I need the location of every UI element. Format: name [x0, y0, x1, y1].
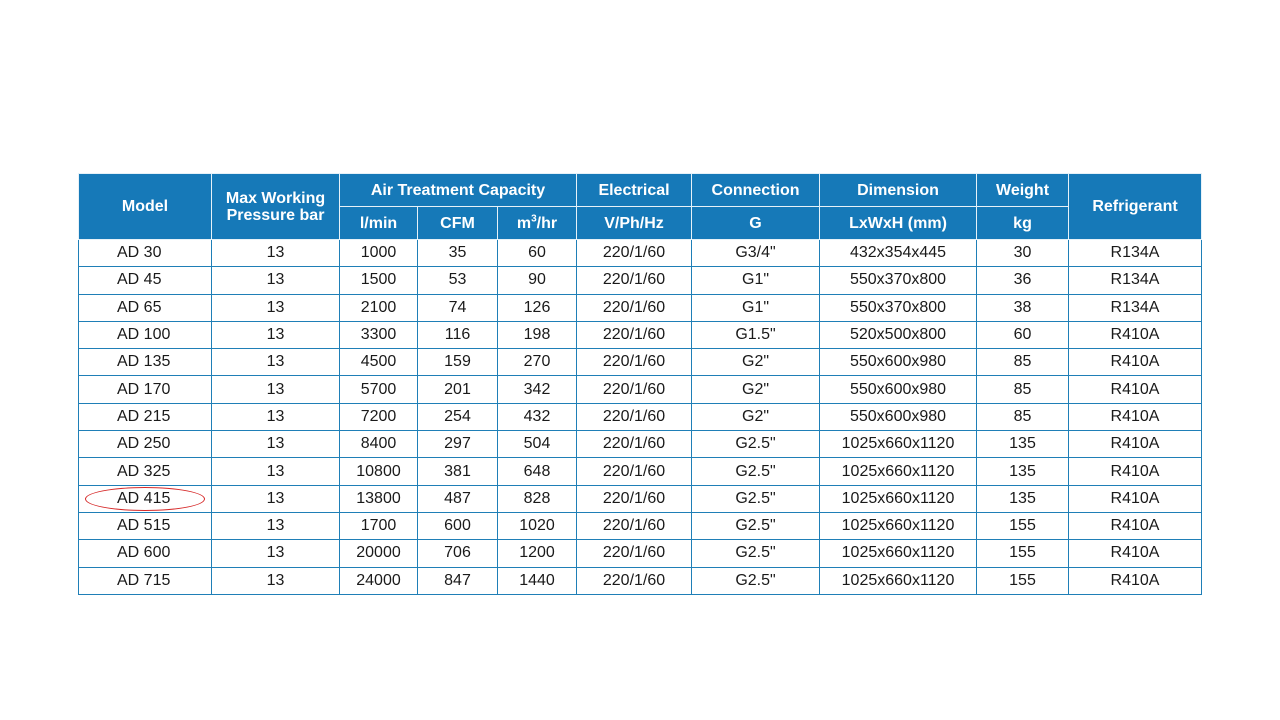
cell-cfm: 254 [418, 403, 498, 430]
cell-m3hr: 1200 [498, 540, 577, 567]
header-connection: Connection [692, 174, 820, 207]
cell-dimension: 550x600x980 [820, 349, 977, 376]
cell-refrigerant: R134A [1069, 240, 1202, 267]
header-m3hr [498, 207, 577, 240]
cell-pressure: 13 [212, 431, 340, 458]
cell-dimension: 432x354x445 [820, 240, 977, 267]
cell-lmin: 10800 [340, 458, 418, 485]
spec-table [78, 173, 1202, 595]
cell-lmin: 24000 [340, 567, 418, 594]
cell-refrigerant: R134A [1069, 267, 1202, 294]
cell-pressure: 13 [212, 267, 340, 294]
cell-pressure: 13 [212, 376, 340, 403]
cell-weight: 85 [977, 403, 1069, 430]
cell-cfm: 600 [418, 512, 498, 539]
cell-weight: 135 [977, 485, 1069, 512]
cell-electrical: 220/1/60 [577, 267, 692, 294]
cell-cfm: 487 [418, 485, 498, 512]
header-refrigerant: Refrigerant [1069, 174, 1202, 240]
table-row [79, 294, 1202, 321]
cell-m3hr: 270 [498, 349, 577, 376]
cell-electrical: 220/1/60 [577, 294, 692, 321]
cell-cfm: 381 [418, 458, 498, 485]
header-model: Model [79, 174, 212, 240]
cell-pressure: 13 [212, 567, 340, 594]
table-row [79, 512, 1202, 539]
cell-connection: G2" [692, 376, 820, 403]
cell-cfm: 74 [418, 294, 498, 321]
cell-lmin: 5700 [340, 376, 418, 403]
cell-connection: G2.5" [692, 458, 820, 485]
table-row [79, 540, 1202, 567]
cell-weight: 85 [977, 376, 1069, 403]
cell-lmin: 3300 [340, 321, 418, 348]
cell-lmin: 4500 [340, 349, 418, 376]
cell-refrigerant: R410A [1069, 458, 1202, 485]
cell-refrigerant: R410A [1069, 321, 1202, 348]
cell-model: AD 170 [79, 376, 212, 403]
cell-dimension: 520x500x800 [820, 321, 977, 348]
cell-connection: G2" [692, 349, 820, 376]
cell-cfm: 706 [418, 540, 498, 567]
table-row [79, 267, 1202, 294]
cell-m3hr: 1020 [498, 512, 577, 539]
cell-dimension: 550x600x980 [820, 376, 977, 403]
cell-pressure: 13 [212, 485, 340, 512]
cell-pressure: 13 [212, 349, 340, 376]
header-weight: Weight [977, 174, 1069, 207]
cell-electrical: 220/1/60 [577, 349, 692, 376]
cell-connection: G1" [692, 294, 820, 321]
header-cfm: CFM [418, 207, 498, 240]
cell-m3hr: 828 [498, 485, 577, 512]
cell-dimension: 1025x660x1120 [820, 485, 977, 512]
cell-connection: G1" [692, 267, 820, 294]
cell-model: AD 715 [79, 567, 212, 594]
cell-cfm: 847 [418, 567, 498, 594]
cell-weight: 135 [977, 458, 1069, 485]
cell-model: AD 600 [79, 540, 212, 567]
cell-m3hr: 342 [498, 376, 577, 403]
header-m3hr-tail: /hr [536, 214, 558, 232]
cell-connection: G2.5" [692, 431, 820, 458]
cell-electrical: 220/1/60 [577, 321, 692, 348]
table-row [79, 567, 1202, 594]
cell-electrical: 220/1/60 [577, 403, 692, 430]
cell-cfm: 53 [418, 267, 498, 294]
cell-cfm: 159 [418, 349, 498, 376]
table-body [79, 240, 1202, 595]
cell-refrigerant: R410A [1069, 567, 1202, 594]
cell-lmin: 7200 [340, 403, 418, 430]
cell-dimension: 1025x660x1120 [820, 567, 977, 594]
cell-refrigerant: R410A [1069, 512, 1202, 539]
cell-lmin: 20000 [340, 540, 418, 567]
cell-model: AD 135 [79, 349, 212, 376]
cell-connection: G2.5" [692, 540, 820, 567]
cell-m3hr: 198 [498, 321, 577, 348]
cell-pressure: 13 [212, 321, 340, 348]
cell-model: AD 100 [79, 321, 212, 348]
header-pressure: Max Working Pressure bar [212, 174, 340, 240]
cell-pressure: 13 [212, 540, 340, 567]
header-electrical: Electrical [577, 174, 692, 207]
cell-lmin: 1500 [340, 267, 418, 294]
cell-lmin: 13800 [340, 485, 418, 512]
table-row [79, 485, 1202, 512]
cell-refrigerant: R134A [1069, 294, 1202, 321]
cell-weight: 85 [977, 349, 1069, 376]
cell-m3hr: 648 [498, 458, 577, 485]
cell-weight: 38 [977, 294, 1069, 321]
cell-m3hr: 90 [498, 267, 577, 294]
cell-refrigerant: R410A [1069, 403, 1202, 430]
table-row [79, 349, 1202, 376]
cell-m3hr: 126 [498, 294, 577, 321]
header-m3hr-base: m [516, 214, 532, 232]
header-dimension: Dimension [820, 174, 977, 207]
cell-model: AD 415 [79, 485, 212, 512]
cell-connection: G2" [692, 403, 820, 430]
cell-lmin: 2100 [340, 294, 418, 321]
cell-model: AD 215 [79, 403, 212, 430]
cell-electrical: 220/1/60 [577, 376, 692, 403]
cell-connection: G2.5" [692, 485, 820, 512]
cell-m3hr: 432 [498, 403, 577, 430]
cell-refrigerant: R410A [1069, 485, 1202, 512]
header-vphhz: V/Ph/Hz [577, 207, 692, 240]
cell-refrigerant: R410A [1069, 540, 1202, 567]
cell-refrigerant: R410A [1069, 431, 1202, 458]
cell-connection: G2.5" [692, 512, 820, 539]
cell-pressure: 13 [212, 458, 340, 485]
cell-weight: 135 [977, 431, 1069, 458]
cell-model: AD 515 [79, 512, 212, 539]
cell-m3hr: 60 [498, 240, 577, 267]
cell-dimension: 1025x660x1120 [820, 512, 977, 539]
cell-lmin: 8400 [340, 431, 418, 458]
cell-weight: 36 [977, 267, 1069, 294]
table-row [79, 321, 1202, 348]
cell-refrigerant: R410A [1069, 376, 1202, 403]
table-row [79, 403, 1202, 430]
cell-cfm: 297 [418, 431, 498, 458]
cell-pressure: 13 [212, 294, 340, 321]
cell-model: AD 65 [79, 294, 212, 321]
header-dimension-unit: LxWxH (mm) [820, 207, 977, 240]
cell-electrical: 220/1/60 [577, 458, 692, 485]
cell-electrical: 220/1/60 [577, 540, 692, 567]
header-weight-unit: kg [977, 207, 1069, 240]
cell-model: AD 45 [79, 267, 212, 294]
cell-model: AD 250 [79, 431, 212, 458]
table-row [79, 431, 1202, 458]
cell-cfm: 201 [418, 376, 498, 403]
cell-lmin: 1000 [340, 240, 418, 267]
cell-dimension: 1025x660x1120 [820, 540, 977, 567]
table-row [79, 376, 1202, 403]
cell-weight: 155 [977, 512, 1069, 539]
cell-refrigerant: R410A [1069, 349, 1202, 376]
cell-connection: G1.5" [692, 321, 820, 348]
cell-cfm: 35 [418, 240, 498, 267]
cell-lmin: 1700 [340, 512, 418, 539]
cell-dimension: 1025x660x1120 [820, 431, 977, 458]
header-m3hr-sup: 3 [531, 213, 537, 225]
cell-electrical: 220/1/60 [577, 567, 692, 594]
header-capacity: Air Treatment Capacity [340, 174, 577, 207]
cell-dimension: 550x370x800 [820, 294, 977, 321]
cell-pressure: 13 [212, 240, 340, 267]
cell-model: AD 30 [79, 240, 212, 267]
cell-electrical: 220/1/60 [577, 485, 692, 512]
cell-m3hr: 504 [498, 431, 577, 458]
cell-weight: 155 [977, 540, 1069, 567]
cell-connection: G3/4" [692, 240, 820, 267]
cell-dimension: 550x370x800 [820, 267, 977, 294]
cell-weight: 30 [977, 240, 1069, 267]
cell-pressure: 13 [212, 403, 340, 430]
cell-dimension: 1025x660x1120 [820, 458, 977, 485]
cell-weight: 60 [977, 321, 1069, 348]
cell-pressure: 13 [212, 512, 340, 539]
header-lmin: l/min [340, 207, 418, 240]
cell-cfm: 116 [418, 321, 498, 348]
cell-electrical: 220/1/60 [577, 240, 692, 267]
cell-weight: 155 [977, 567, 1069, 594]
table-row [79, 458, 1202, 485]
cell-connection: G2.5" [692, 567, 820, 594]
cell-electrical: 220/1/60 [577, 512, 692, 539]
header-connection-g: G [692, 207, 820, 240]
cell-m3hr: 1440 [498, 567, 577, 594]
cell-electrical: 220/1/60 [577, 431, 692, 458]
cell-dimension: 550x600x980 [820, 403, 977, 430]
table-row [79, 240, 1202, 267]
table-header [79, 174, 1202, 240]
cell-model: AD 325 [79, 458, 212, 485]
